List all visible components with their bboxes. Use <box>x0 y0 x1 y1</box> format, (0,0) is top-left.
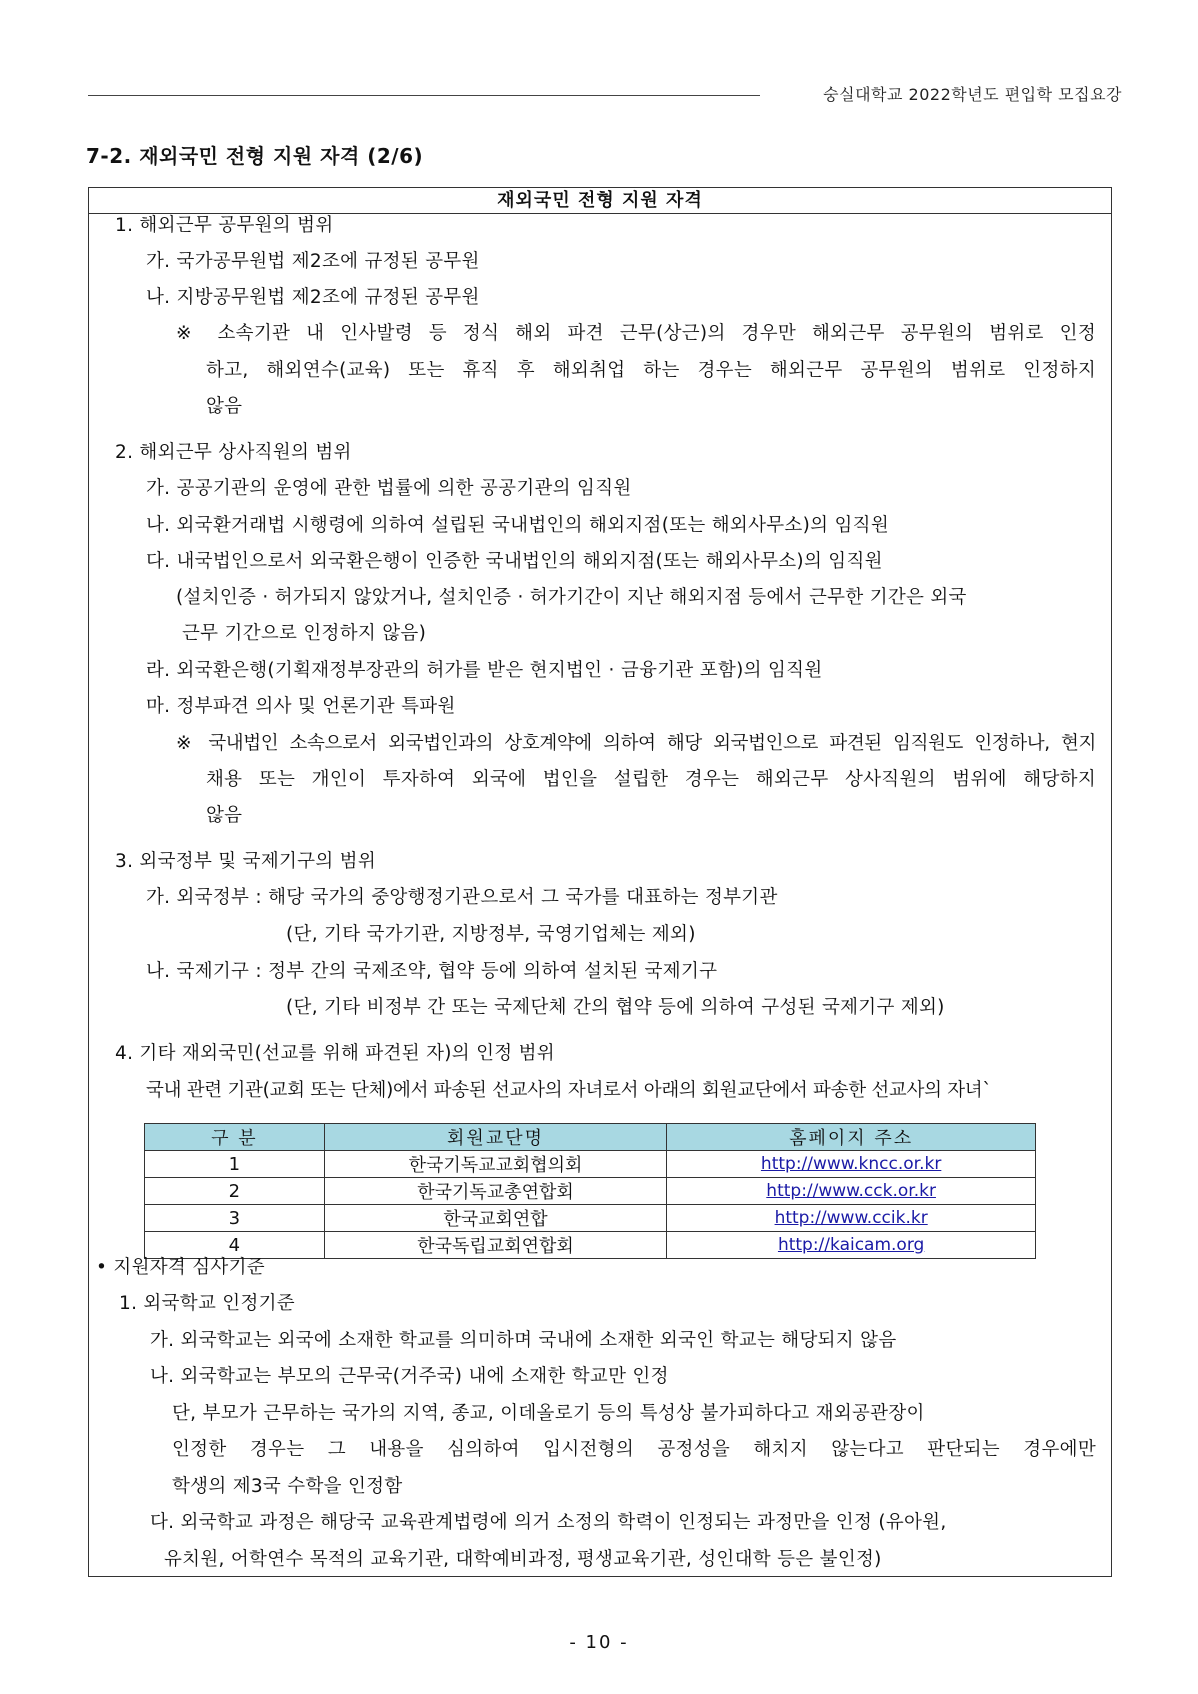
item-2-ma: 마. 정부파견 의사 및 언론기관 특파원 <box>146 696 456 717</box>
table-row <box>145 1232 1036 1259</box>
criteria-da: 다. 외국학교 과정은 해당국 교육관계법령에 의거 소정의 학력이 인정되는 과정만을 인정 (유아원, <box>150 1512 947 1533</box>
homepage-link[interactable]: http://www.ccik.kr <box>667 1205 1036 1232</box>
item-2-note-line3: 않음 <box>206 805 243 826</box>
criteria-da-note: 유치원, 어학연수 목적의 교육기관, 대학예비과정, 평생교육기관, 성인대학 등은 불인정) <box>164 1549 882 1570</box>
item-2-na: 나. 외국환거래법 시행령에 의하여 설립된 국내법인의 해외지점(또는 해외사무소)의 임직원 <box>146 515 889 536</box>
item-1-heading: 1. 해외근무 공무원의 범위 <box>115 215 334 236</box>
item-1-na: 나. 지방공무원법 제2조에 규정된 공무원 <box>146 287 480 308</box>
criteria-heading: • 지원자격 심사기준 <box>96 1257 265 1278</box>
item-1-note-line2: 하고, 해외연수(교육) 또는 휴직 후 해외취업 하는 경우는 해외근무 공무원의 범위로 인정하지 <box>206 360 1096 381</box>
mission-denomination-table <box>144 1123 1036 1259</box>
row-name: 한국기독교교회협의회 <box>324 1151 667 1178</box>
item-2-heading: 2. 해외근무 상사직원의 범위 <box>115 442 352 463</box>
criteria-ga: 가. 외국학교는 외국에 소재한 학교를 의미하며 국내에 소재한 외국인 학교는 해당되지 않음 <box>150 1330 897 1351</box>
col-header-name: 회원교단명 <box>324 1124 667 1151</box>
row-name: 한국기독교총연합회 <box>324 1178 667 1205</box>
criteria-na-note3: 학생의 제3국 수학을 인정함 <box>172 1476 403 1497</box>
item-1-note-line1: ※ 소속기관 내 인사발령 등 정식 해외 파견 근무(상근)의 경우만 해외근무 공무원의 범위로 인정 <box>176 323 1096 344</box>
item-2-ga: 가. 공공기관의 운영에 관한 법률에 의한 공공기관의 임직원 <box>146 478 632 499</box>
item-2-note-line1: ※ 국내법인 소속으로서 외국법인과의 상호계약에 의하여 해당 외국법인으로 파견된 임직원도 인정하나, 현지 <box>176 733 1096 754</box>
item-3-na-note: (단, 기타 비정부 간 또는 국제단체 간의 협약 등에 의하여 구성된 국제기구 제외) <box>286 997 945 1018</box>
homepage-link[interactable]: http://www.cck.or.kr <box>667 1178 1036 1205</box>
col-header-url: 홈페이지 주소 <box>667 1124 1036 1151</box>
item-3-heading: 3. 외국정부 및 국제기구의 범위 <box>115 851 377 872</box>
section-title: 7-2. 재외국민 전형 지원 자격 (2/6) <box>86 144 424 168</box>
criteria-1-heading: 1. 외국학교 인정기준 <box>119 1293 295 1314</box>
row-no: 1 <box>145 1151 325 1178</box>
item-4-heading: 4. 기타 재외국민(선교를 위해 파견된 자)의 인정 범위 <box>115 1043 555 1064</box>
criteria-na-note2: 인정한 경우는 그 내용을 심의하여 입시전형의 공정성을 해치지 않는다고 판단되는 경우에만 <box>172 1439 1096 1460</box>
row-no: 4 <box>145 1232 325 1259</box>
criteria-na-note1: 단, 부모가 근무하는 국가의 지역, 종교, 이데올로기 등의 특성상 불가피하다고 재외공관장이 <box>172 1403 925 1424</box>
item-2-ra: 라. 외국환은행(기획재정부장관의 허가를 받은 현지법인 · 금융기관 포함)의 임직원 <box>146 660 823 681</box>
table-row <box>145 1151 1036 1178</box>
header-rule <box>88 95 760 96</box>
item-2-da-note2: 근무 기간으로 인정하지 않음) <box>182 623 427 644</box>
table-row <box>145 1205 1036 1232</box>
item-1-ga: 가. 국가공무원법 제2조에 규정된 공무원 <box>146 251 480 272</box>
item-2-note-line2: 채용 또는 개인이 투자하여 외국에 법인을 설립한 경우는 해외근무 상사직원의 범위에 해당하지 <box>206 769 1096 790</box>
box-title: 재외국민 전형 지원 자격 <box>89 188 1111 214</box>
header-title: 숭실대학교 2022학년도 편입학 모집요강 <box>823 85 1122 104</box>
item-3-ga: 가. 외국정부 : 해당 국가의 중앙행정기관으로서 그 국가를 대표하는 정부기관 <box>146 887 778 908</box>
item-4-desc: 국내 관련 기관(교회 또는 단체)에서 파송된 선교사의 자녀로서 아래의 회원교단에서 파송한 선교사의 자녀` <box>146 1080 992 1101</box>
homepage-link[interactable]: http://www.kncc.or.kr <box>667 1151 1036 1178</box>
item-2-da-note1: (설치인증 · 허가되지 않았거나, 설치인증 · 허가기간이 지난 해외지점 등에서 근무한 기간은 외국 <box>176 587 967 608</box>
row-no: 2 <box>145 1178 325 1205</box>
item-2-da: 다. 내국법인으로서 외국환은행이 인증한 국내법인의 해외지점(또는 해외사무소)의 임직원 <box>146 551 883 572</box>
item-3-ga-note: (단, 기타 국가기관, 지방정부, 국영기업체는 제외) <box>286 924 696 945</box>
row-name: 한국교회연합 <box>324 1205 667 1232</box>
table-row <box>145 1178 1036 1205</box>
col-header-no: 구 분 <box>145 1124 325 1151</box>
row-name: 한국독립교회연합회 <box>324 1232 667 1259</box>
homepage-link[interactable]: http://kaicam.org <box>667 1232 1036 1259</box>
row-no: 3 <box>145 1205 325 1232</box>
page-number: - 10 - <box>569 1632 629 1653</box>
item-3-na: 나. 국제기구 : 정부 간의 국제조약, 협약 등에 의하여 설치된 국제기구 <box>146 961 718 982</box>
table-header-row <box>145 1124 1036 1151</box>
criteria-na: 나. 외국학교는 부모의 근무국(거주국) 내에 소재한 학교만 인정 <box>150 1366 669 1387</box>
item-1-note-line3: 않음 <box>206 396 243 417</box>
